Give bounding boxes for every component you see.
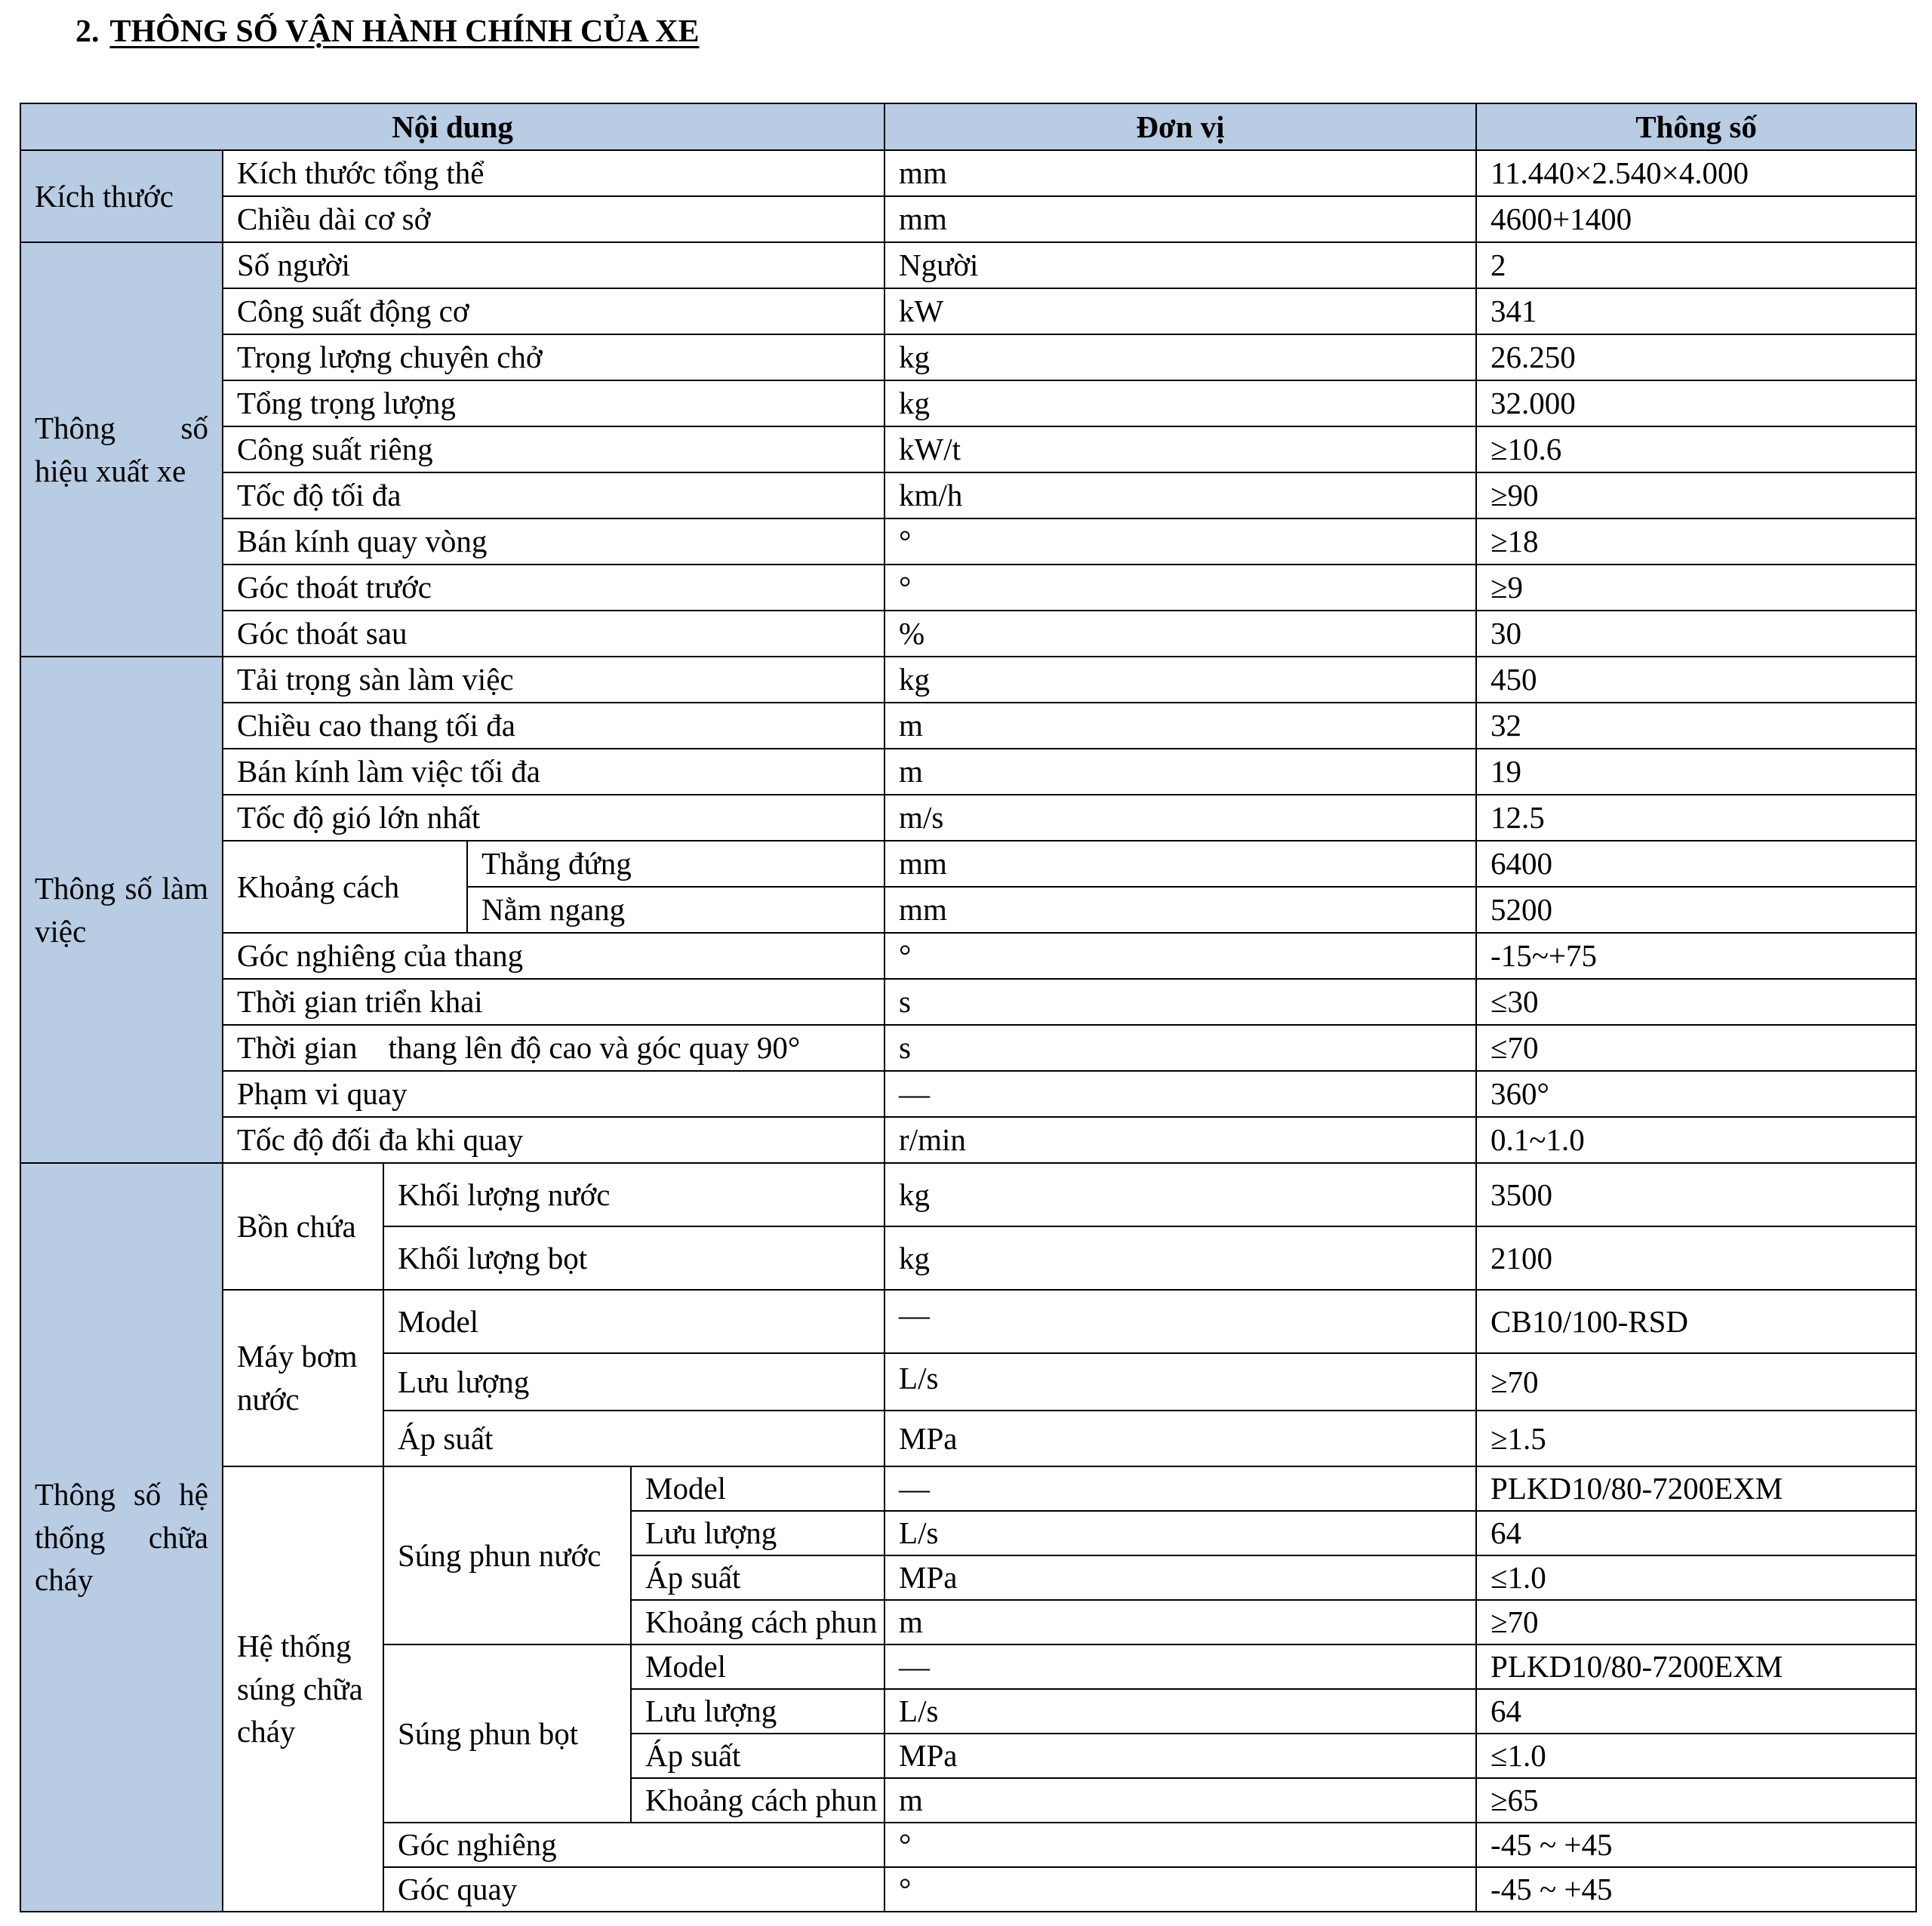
row-unit: ° — [884, 565, 1476, 611]
row-unit: MPa — [884, 1555, 1476, 1600]
row-value: 32 — [1476, 703, 1916, 749]
subgroup-distance: Khoảng cách — [223, 841, 467, 933]
row-unit: L/s — [884, 1511, 1476, 1555]
row-label: Góc nghiêng của thang — [223, 933, 884, 979]
row-label: Tốc độ tối đa — [223, 472, 884, 518]
row-value: ≥18 — [1476, 518, 1916, 565]
row-unit: — — [884, 1644, 1476, 1689]
row-unit: r/min — [884, 1117, 1476, 1163]
row-value: -45 ~ +45 — [1476, 1867, 1916, 1912]
row-value: 6400 — [1476, 841, 1916, 887]
row-value: 341 — [1476, 288, 1916, 334]
header-unit: Đơn vị — [884, 103, 1476, 150]
row-label: Thời gian triển khai — [223, 979, 884, 1025]
subgroup-tank: Bồn chứa — [223, 1163, 383, 1290]
row-label: Áp suất — [631, 1734, 884, 1778]
row-value: 450 — [1476, 657, 1916, 703]
row-label: Góc thoát sau — [223, 611, 884, 657]
row-label: Lưu lượng — [631, 1511, 884, 1555]
group-firefighting: Thông số hệ thống chữa cháy — [20, 1163, 223, 1912]
row-value: ≥1.5 — [1476, 1411, 1916, 1466]
row-label: Áp suất — [631, 1555, 884, 1600]
row-unit: L/s — [884, 1689, 1476, 1734]
row-unit: L/s — [884, 1353, 1476, 1411]
row-value: 30 — [1476, 611, 1916, 657]
row-label: Tốc độ gió lớn nhất — [223, 795, 884, 841]
row-unit: ° — [884, 933, 1476, 979]
row-unit: — — [884, 1466, 1476, 1511]
row-value: 64 — [1476, 1689, 1916, 1734]
row-value: 32.000 — [1476, 380, 1916, 426]
subgroup-water-gun: Súng phun nước — [383, 1466, 631, 1644]
row-value: ≤70 — [1476, 1025, 1916, 1071]
row-label: Khối lượng nước — [383, 1163, 884, 1226]
row-unit: s — [884, 1025, 1476, 1071]
row-unit: MPa — [884, 1411, 1476, 1466]
row-unit: m — [884, 749, 1476, 795]
row-label: Model — [383, 1290, 884, 1353]
row-unit: kg — [884, 334, 1476, 380]
row-value: 11.440×2.540×4.000 — [1476, 150, 1916, 196]
row-label: Thời gian thang lên độ cao và góc quay 90° — [223, 1025, 884, 1071]
row-label: Nằm ngang — [467, 887, 884, 933]
group-working: Thông số làm việc — [20, 657, 223, 1163]
subgroup-foam-gun: Súng phun bọt — [383, 1644, 631, 1823]
row-value: CB10/100-RSD — [1476, 1290, 1916, 1353]
row-value: 64 — [1476, 1511, 1916, 1555]
table-row — [20, 933, 1916, 979]
table-row — [20, 150, 1916, 196]
header-content: Nội dung — [20, 103, 884, 150]
row-unit: kW — [884, 288, 1476, 334]
row-label: Áp suất — [383, 1411, 884, 1466]
row-value: -45 ~ +45 — [1476, 1823, 1916, 1867]
row-unit: kg — [884, 1226, 1476, 1290]
table-row — [20, 288, 1916, 334]
table-row — [20, 1025, 1916, 1071]
row-value: ≥10.6 — [1476, 426, 1916, 472]
row-unit: m — [884, 1600, 1476, 1644]
header-row — [20, 103, 1916, 150]
row-unit: m/s — [884, 795, 1476, 841]
row-unit: m — [884, 703, 1476, 749]
row-value: 26.250 — [1476, 334, 1916, 380]
row-label: Công suất riêng — [223, 426, 884, 472]
row-label: Tải trọng sàn làm việc — [223, 657, 884, 703]
row-unit: — — [884, 1071, 1476, 1117]
row-value: ≥65 — [1476, 1778, 1916, 1823]
section-number: 2. — [75, 14, 100, 49]
row-unit: mm — [884, 150, 1476, 196]
row-label: Bán kính quay vòng — [223, 518, 884, 565]
table-row — [20, 426, 1916, 472]
row-unit: ° — [884, 518, 1476, 565]
row-label: Lưu lượng — [631, 1689, 884, 1734]
row-label: Lưu lượng — [383, 1353, 884, 1411]
row-unit: mm — [884, 196, 1476, 242]
row-value: ≥70 — [1476, 1353, 1916, 1411]
table-row — [20, 242, 1916, 288]
row-label: Công suất động cơ — [223, 288, 884, 334]
row-value: 0.1~1.0 — [1476, 1117, 1916, 1163]
row-value: 2 — [1476, 242, 1916, 288]
row-value: ≤1.0 — [1476, 1555, 1916, 1600]
row-value: 360° — [1476, 1071, 1916, 1117]
row-label: Tổng trọng lượng — [223, 380, 884, 426]
row-unit: mm — [884, 887, 1476, 933]
table-row — [20, 1071, 1916, 1117]
row-value: -15~+75 — [1476, 933, 1916, 979]
table-row — [20, 841, 1916, 887]
subgroup-gun-system: Hệ thống súng chữa cháy — [223, 1466, 383, 1912]
row-label: Kích thước tổng thể — [223, 150, 884, 196]
row-unit: % — [884, 611, 1476, 657]
table-row — [20, 518, 1916, 565]
row-value: 2100 — [1476, 1226, 1916, 1290]
row-label: Chiều cao thang tối đa — [223, 703, 884, 749]
row-unit: — — [884, 1290, 1476, 1353]
table-row — [20, 334, 1916, 380]
row-unit: km/h — [884, 472, 1476, 518]
row-label: Tốc độ đối đa khi quay — [223, 1117, 884, 1163]
table-row — [20, 795, 1916, 841]
table-row — [20, 565, 1916, 611]
table-row — [20, 611, 1916, 657]
row-value: ≤30 — [1476, 979, 1916, 1025]
row-label: Số người — [223, 242, 884, 288]
row-unit: s — [884, 979, 1476, 1025]
table-row — [20, 749, 1916, 795]
table-row — [20, 196, 1916, 242]
section-title: THÔNG SỐ VẬN HÀNH CHÍNH CỦA XE — [109, 14, 700, 49]
row-label: Phạm vi quay — [223, 1071, 884, 1117]
row-label: Bán kính làm việc tối đa — [223, 749, 884, 795]
table-row — [20, 657, 1916, 703]
row-value: 5200 — [1476, 887, 1916, 933]
row-label: Khối lượng bọt — [383, 1226, 884, 1290]
table-row — [20, 703, 1916, 749]
row-value: 3500 — [1476, 1163, 1916, 1226]
group-dimensions: Kích thước — [20, 150, 223, 242]
row-unit: kg — [884, 657, 1476, 703]
row-unit: kg — [884, 1163, 1476, 1226]
row-label: Khoảng cách phun — [631, 1600, 884, 1644]
row-label: Góc quay — [383, 1867, 884, 1912]
row-unit: Người — [884, 242, 1476, 288]
group-performance: Thông số hiệu xuất xe — [20, 242, 223, 657]
row-value: ≥70 — [1476, 1600, 1916, 1644]
row-value: 19 — [1476, 749, 1916, 795]
row-label: Góc nghiêng — [383, 1823, 884, 1867]
spec-table — [20, 103, 1917, 1912]
row-label: Thẳng đứng — [467, 841, 884, 887]
table-row — [20, 472, 1916, 518]
table-row — [20, 979, 1916, 1025]
row-label: Khoảng cách phun — [631, 1778, 884, 1823]
table-row — [20, 1117, 1916, 1163]
row-value: ≤1.0 — [1476, 1734, 1916, 1778]
table-row — [20, 1466, 1916, 1511]
row-value: ≥90 — [1476, 472, 1916, 518]
table-row — [20, 380, 1916, 426]
row-label: Chiều dài cơ sở — [223, 196, 884, 242]
row-unit: kW/t — [884, 426, 1476, 472]
table-row — [20, 1163, 1916, 1226]
row-unit: m — [884, 1778, 1476, 1823]
header-spec: Thông số — [1476, 103, 1916, 150]
row-label: Model — [631, 1466, 884, 1511]
subgroup-water-pump: Máy bơm nước — [223, 1290, 383, 1466]
section-heading — [75, 14, 699, 50]
row-unit: ° — [884, 1823, 1476, 1867]
row-value: 12.5 — [1476, 795, 1916, 841]
row-label: Góc thoát trước — [223, 565, 884, 611]
row-unit: MPa — [884, 1734, 1476, 1778]
row-label: Trọng lượng chuyên chở — [223, 334, 884, 380]
row-unit: mm — [884, 841, 1476, 887]
row-unit: ° — [884, 1867, 1476, 1912]
row-value: PLKD10/80-7200EXM — [1476, 1644, 1916, 1689]
row-value: ≥9 — [1476, 565, 1916, 611]
table-row — [20, 1290, 1916, 1353]
row-value: 4600+1400 — [1476, 196, 1916, 242]
row-value: PLKD10/80-7200EXM — [1476, 1466, 1916, 1511]
row-unit: kg — [884, 380, 1476, 426]
row-label: Model — [631, 1644, 884, 1689]
